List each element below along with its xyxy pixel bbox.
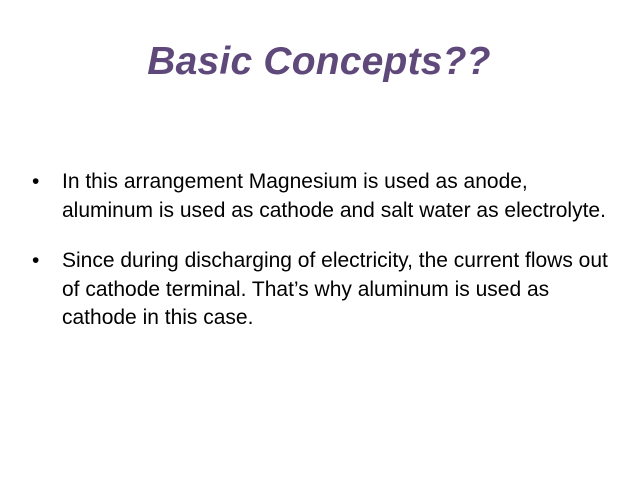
bullet-marker: • (32, 249, 40, 272)
bullet-marker: • (32, 170, 40, 193)
slide-title: Basic Concepts?? (147, 40, 491, 83)
bullet-text: In this arrangement Magnesium is used as anode, aluminum is used as cathode and salt water as electrolyte. (62, 170, 606, 222)
bullet-text: Since during discharging of electricity, the current flows out of cathode terminal. That’s why aluminum is used as cathode in this case. (62, 249, 608, 329)
bullet-item (32, 168, 617, 225)
bullet-item (32, 247, 617, 333)
bullet-list (32, 168, 617, 355)
